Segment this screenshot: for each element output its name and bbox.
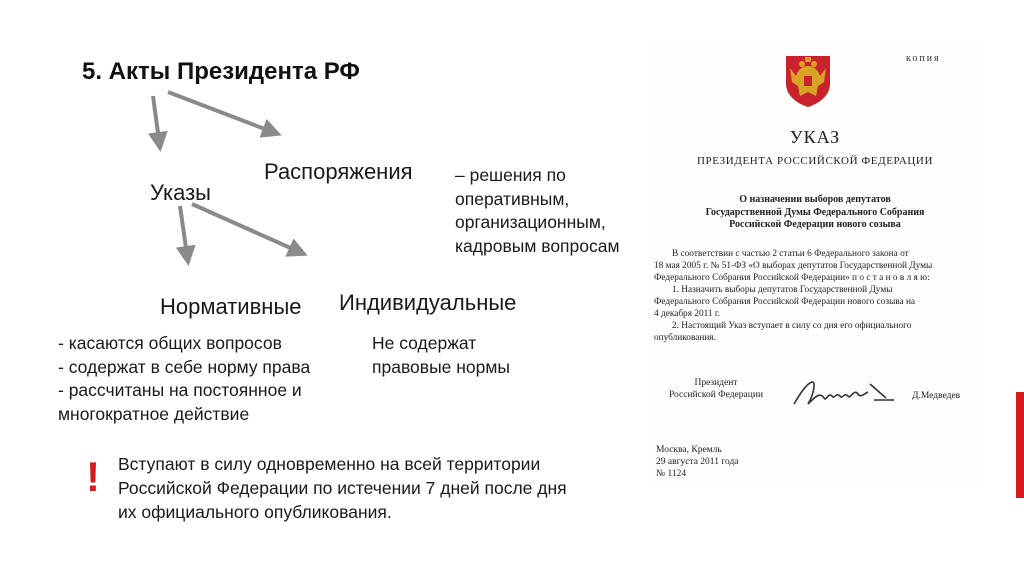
copy-label: копия — [906, 53, 941, 64]
decree-subject — [650, 194, 980, 232]
body-line: Федерального Собрания Российской Федерации нового созыва на — [654, 297, 916, 307]
decree-issuer: ПРЕЗИДЕНТА РОССИЙСКОЙ ФЕДЕРАЦИИ — [696, 155, 934, 167]
rasp-desc-line: – решения по — [455, 165, 566, 185]
arrow-to-normativnye — [180, 206, 188, 262]
arrow-to-rasporyazheniya — [168, 92, 278, 134]
signature-icon — [790, 374, 900, 414]
rasp-desc-line: кадровым вопросам — [455, 235, 620, 256]
signer-name: Д.Медведев — [912, 391, 961, 401]
norm-desc-line: многократное действие — [58, 403, 250, 424]
accent-bar — [1016, 392, 1024, 498]
body-line: 2. Настоящий Указ вступает в силу со дня его официального — [672, 321, 912, 331]
norm-desc-line: - содержат в себе норму права — [58, 356, 311, 377]
slide-title: 5. Акты Президента РФ — [82, 58, 360, 85]
note-line: Вступают в силу одновременно на всей территории — [118, 454, 541, 474]
rasporyazheniya-description — [455, 164, 620, 258]
signer-position-line: Президент — [694, 378, 738, 388]
norm-desc-line: - рассчитаны на постоянное и — [58, 380, 302, 400]
rasp-desc-line: организационным, — [455, 212, 606, 232]
number-line: № 1124 — [656, 469, 687, 479]
subject-line: Российской Федерации нового созыва — [729, 219, 901, 230]
note-line: Российской Федерации по истечении 7 дней после дня — [118, 478, 567, 498]
body-line: 4 декабря 2011 г. — [654, 309, 720, 319]
normativnye-description — [58, 332, 310, 426]
place-line: Москва, Кремль — [656, 445, 722, 455]
node-normativnye: Нормативные — [160, 294, 302, 319]
signer-position-line: Российской Федерации — [668, 390, 764, 400]
body-line: 18 мая 2005 г. № 51-ФЗ «О выборах депутатов Государственной Думы — [654, 261, 933, 271]
date-line: 29 августа 2011 года — [656, 457, 739, 467]
place-date-number — [656, 444, 739, 480]
arrow-to-individualnye — [192, 204, 304, 254]
decree-document-image — [650, 44, 980, 484]
rasp-desc-line: оперативным, — [455, 188, 570, 209]
arrow-to-ukazy — [153, 96, 160, 148]
exclamation-icon: ! — [86, 453, 100, 500]
signer-position — [656, 377, 776, 401]
norm-desc-line: - касаются общих вопросов — [58, 333, 282, 353]
body-line: 1. Назначить выборы депутатов Государственной Думы — [672, 285, 893, 295]
body-line: опубликования. — [654, 333, 716, 343]
indiv-desc-line: Не содержат — [372, 333, 477, 353]
body-line: В соответствии с частью 2 статьи 6 Федерального закона от — [672, 249, 909, 259]
subject-line: О назначении выборов депутатов — [739, 194, 891, 205]
decree-heading: УКАЗ — [789, 127, 841, 147]
node-individualnye: Индивидуальные — [339, 290, 517, 315]
note-line: их официального опубликования. — [118, 502, 392, 522]
node-ukazy: Указы — [150, 180, 211, 205]
entry-into-force-note — [118, 452, 567, 524]
subject-line: Государственной Думы Федерального Собрания — [705, 206, 925, 218]
body-line: Федерального Собрания Российской Федерации» п о с т а н о в л я ю: — [654, 273, 930, 283]
individualnye-description — [372, 332, 510, 379]
node-rasporyazheniya: Распоряжения — [264, 159, 413, 184]
decree-body — [654, 248, 966, 344]
indiv-desc-line: правовые нормы — [372, 356, 510, 377]
coat-of-arms-icon — [780, 52, 836, 108]
